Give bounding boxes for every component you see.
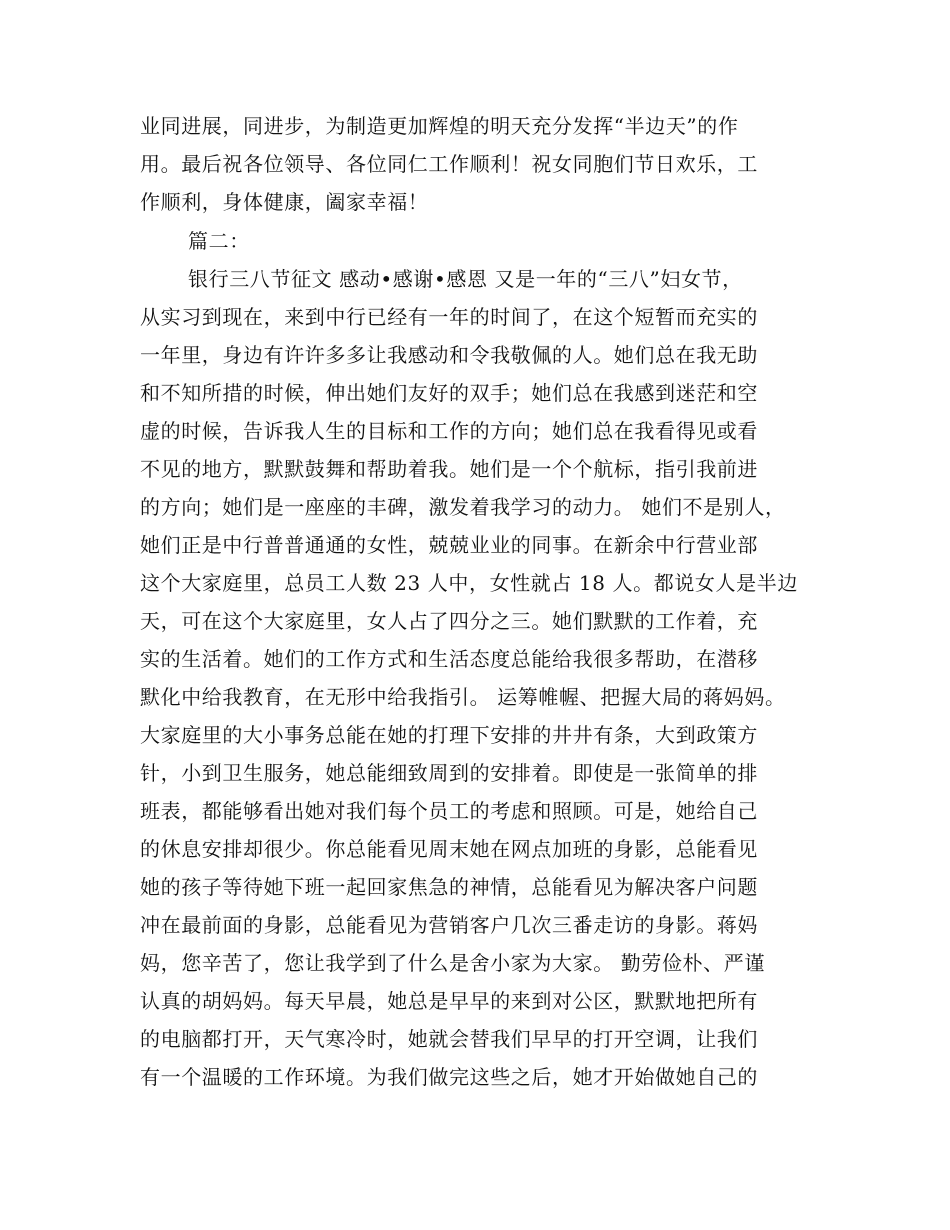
text-line: 大家庭里的大小事务总能在她的打理下安排的井井有条，大到政策方	[140, 723, 758, 747]
text-line: 天，可在这个大家庭里，女人占了四分之三。她们默默的工作着，充	[140, 609, 758, 633]
text-line: 银行三八节征文 感动•感谢•感恩 又是一年的“三八”妇女节，	[188, 267, 743, 291]
text-line: 她的孩子等待她下班一起回家焦急的神情，总能看见为解决客户问题	[140, 875, 758, 899]
text-line: 的方向；她们是一座座的丰碑，激发着我学习的动力。 她们不是别人，	[140, 495, 786, 519]
text-line: 这个大家庭里，总员工人数 23 人中，女性就占 18 人。都说女人是半边	[140, 571, 798, 595]
text-line: 班表，都能够看出她对我们每个员工的考虑和照顾。可是，她给自己	[140, 799, 758, 823]
text-line: 冲在最前面的身影，总能看见为营销客户几次三番走访的身影。蒋妈	[140, 913, 758, 937]
text-line: 不见的地方，默默鼓舞和帮助着我。她们是一个个航标，指引我前进	[140, 457, 758, 481]
text-line: 她们正是中行普普通通的女性，兢兢业业的同事。在新余中行营业部	[140, 533, 758, 557]
text-line: 针，小到卫生服务，她总能细致周到的安排着。即使是一张简单的排	[140, 761, 758, 785]
text-line: 的电脑都打开，天气寒冷时，她就会替我们早早的打开空调，让我们	[140, 1027, 758, 1051]
text-line: 妈，您辛苦了，您让我学到了什么是舍小家为大家。 勤劳俭朴、严谨	[140, 951, 765, 975]
text-line: 用。最后祝各位领导、各位同仁工作顺利！祝女同胞们节日欢乐，工	[140, 152, 758, 176]
text-line: 默化中给我教育，在无形中给我指引。 运筹帷幄、把握大局的蒋妈妈。	[140, 685, 786, 709]
text-line: 从实习到现在，来到中行已经有一年的时间了，在这个短暂而充实的	[140, 305, 758, 329]
section-heading: 篇二：	[188, 229, 250, 253]
text-line: 实的生活着。她们的工作方式和生活态度总能给我很多帮助，在潜移	[140, 647, 758, 671]
text-line: 和不知所措的时候，伸出她们友好的双手；她们总在我感到迷茫和空	[140, 381, 758, 405]
text-line: 作顺利，身体健康，阖家幸福！	[140, 190, 429, 214]
text-line: 的休息安排却很少。你总能看见周末她在网点加班的身影，总能看见	[140, 837, 758, 861]
text-line: 一年里，身边有许许多多让我感动和令我敬佩的人。她们总在我无助	[140, 343, 758, 367]
text-line: 认真的胡妈妈。每天早晨，她总是早早的来到对公区，默默地把所有	[140, 989, 758, 1013]
text-line: 业同进展，同进步，为制造更加辉煌的明天充分发挥“半边天”的作	[140, 114, 739, 138]
text-line: 虚的时候，告诉我人生的目标和工作的方向；她们总在我看得见或看	[140, 419, 758, 443]
text-line: 有一个温暖的工作环境。为我们做完这些之后，她才开始做她自己的	[140, 1065, 758, 1089]
